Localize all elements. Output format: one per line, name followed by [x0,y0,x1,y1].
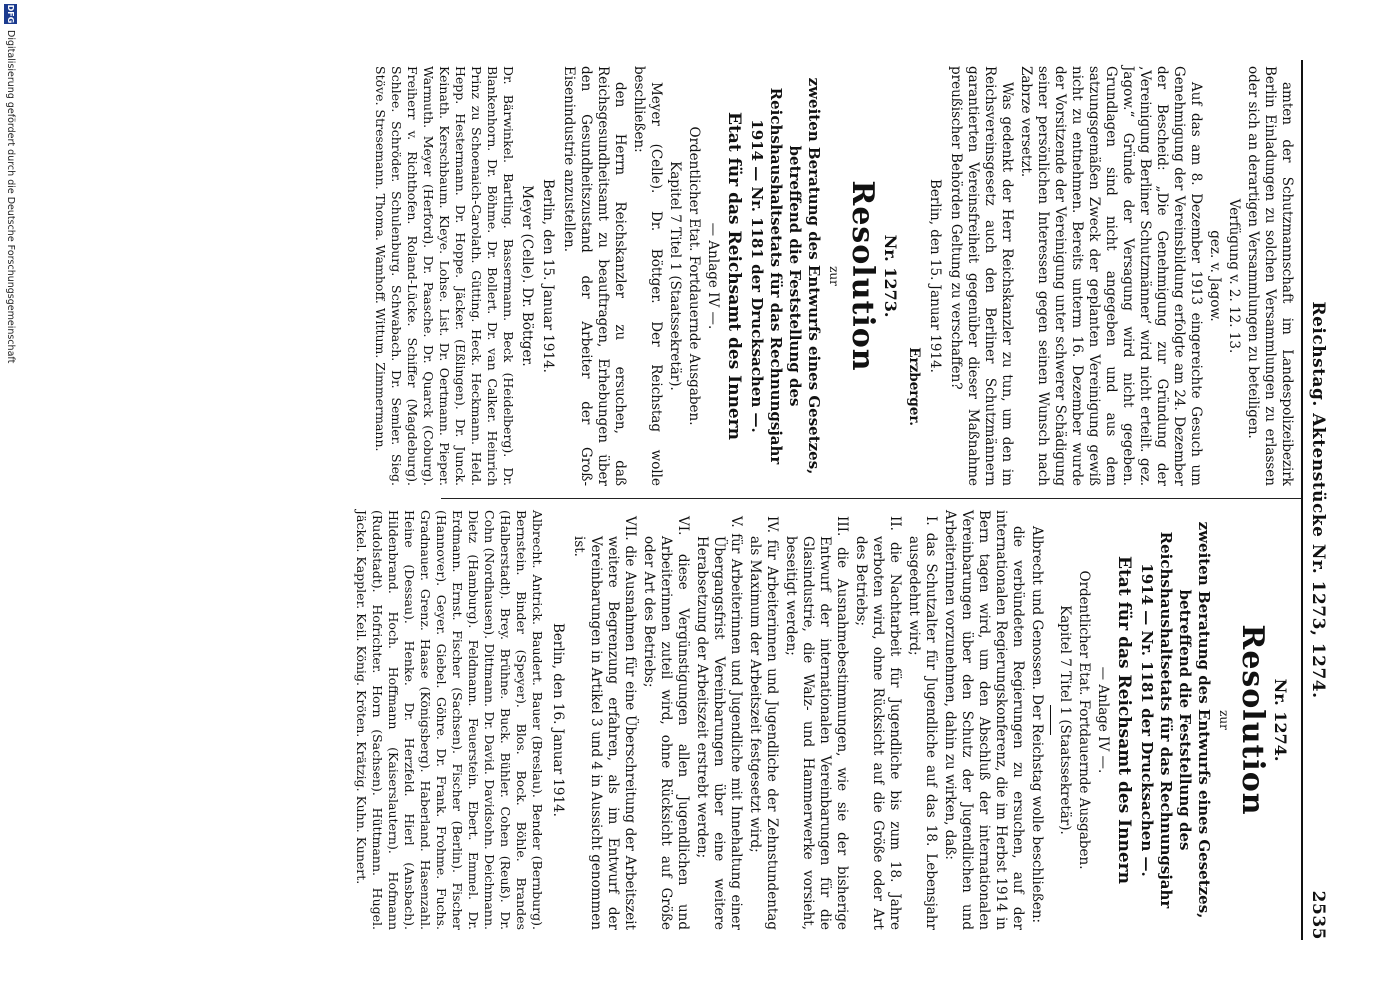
zur-line: zur [1217,710,1231,730]
signer-1: Erzberger. [906,347,922,426]
list-item: IV. für Arbeiterinnen und Jugendliche der Zehnstundentag als Maximum der Arbeitszeit festgesetzt wird; [747,516,780,930]
footer-text: Digitalisierung gefördert durch die Deutsche Forschungsgemeinschaft [5,30,16,364]
paragraph-2: Auf das am 8. Dezember 1913 eingereichte Gesuch um Genehmigung der Vereinsbildung erfolgte am 24. Dezember der Bescheid: „Die Genehmigung zur Gründung der ‚Vereinigung Berliner Schutzmänner‘ wird nicht erteilt. gez. Jagow.“ Gründe der Versagung wird nicht gegeben. Grundlagen sind nicht angegeben und aus dem satzungsgemäßen Zweck der geplanten Vereinigung gewiß nicht zu entnehmen. Bereits unterm 16. Dezember wurde der Vorsitzende der Vereinigung unter schwerer Schädigung seiner persönlichen Interessen gegen seinen Wunsch nach Zabrze versetzt. [1018,66,1204,486]
dfg-logo: DFG [6,4,15,24]
list-item: VI. diese Vergünstigungen allen Jugendlichen und Arbeiterinnen zuteil wird, ohne Rücksicht auf Größe oder Art des Betriebs; [641,516,691,930]
etat-heading: Etat für das Reichsamt des Innern [1114,556,1134,884]
gez-line: gez. v. Jagow. [1207,230,1223,322]
right-column [351,510,1295,930]
resolution-heading: Resolution [845,180,880,372]
etat-heading: Etat für das Reichsamt des Innern [724,112,744,440]
page-number: 2535 [1308,890,1328,940]
kapitel-line: Kapitel 7 Titel 1 (Staatssekretär). [667,161,683,391]
document-number-1273: Nr. 1273. [881,234,900,318]
signer-names-1273: Dr. Bärwinkel. Bartling. Bassermann. Beck (Heidelberg). Dr. Blankenhorn. Dr. Böhme. Dr. Bollert. Dr. van Calker. Heinrich Prinz zu Schoenaich-Carolath. Gütting. Heck. Heckmann. Held. Hepp. Hestermann. Dr. Hoppe. Jäcker. (Eßlingen). Dr. Junck. Keinath. Kerschbaum. Kleye. Lohse. List. Dr. Oertmann. Pieper. Warmuth. Meyer (Herford). Dr. Paasche. Dr. Quarck (Coburg). Freiherr v. Richthofen. Roland-Lücke. Schiffer (Magdeburg). Schlee. Schröder. Schulenburg. Schwabach. Dr. Semler. Sieg. Stöve. Stresemann. Thoma. Wamhoff. Wittum. Zimmermann. [373,66,516,486]
zur-line: zur [827,266,841,286]
continued-paragraph: amten der Schutzmannschaft im Landespolizeibezirk Berlin Einladungen zu solchen Versammlungen zu erlassen oder sich an derartigen Versammlungen zu beteiligen. [1245,66,1295,486]
list-item: II. die Nachtarbeit für Jugendliche bis zum 18. Jahre verboten wird, ohne Rücksicht auf die Größe oder Art des Betriebs; [853,516,903,930]
paragraph-3: Was gedenkt der Herr Reichskanzler zu tun, um den im Reichsvereinsgesetz auch den Berliner Schutzmännern garantierten Vereinsfreiheit gegenüber dieser Maßnahme preußischer Behörden Geltung zu verschaffen? [948,66,1015,486]
list-item: I. das Schutzalter für Jugendliche auf das 18. Lebensjahr ausgedehnt wird; [906,516,939,930]
left-column [370,66,1295,486]
resolution-heading: Resolution [1235,624,1270,816]
resolution-body: die verbündeten Regierungen zu ersuchen, auf der internationalen Regierungskonferenz, die im Herbst 1914 in Bern tagen wird, um den Abschluß der internationalen Vereinbarungen über den Schutz der Jugendlichen und Arbeiterinnen vorzunehmen, dahin zu wirken, daß: [942,510,1026,930]
anlage-line: — Anlage IV —. [705,222,721,330]
resolution-title: zweiten Beratung des Entwurfs eines Gesetzes, betreffend die Feststellung des Reichshaushaltsetats für das Rechnungsjahr 1914 — Nr. 1181 der Drucksachen —. [1138,521,1213,919]
date-line-2: Berlin, den 15. Januar 1914. [540,179,556,373]
date-line: Berlin, den 16. Januar 1914. [550,623,566,817]
anlage-line: — Anlage IV —. [1095,666,1111,774]
list-item: V. für Arbeiterinnen und Jugendliche mit Innehaltung einer Übergangsfrist Vereinbarungen über eine weitere Herabsetzung der Arbeitszeit erstrebt werden; [694,516,744,930]
intro-line: Meyer (Celle). Dr. Böttger. Der Reichstag wolle beschließen: [631,66,664,486]
list-item: III. die Ausnahmebestimmungen, wie sie der bisherige Entwurf der internationalen Vereinbarungen für die Glasindustrie, die Walz- und Hammerwerke vorsieht, beseitigt werden; [783,516,850,930]
column-divider [441,498,1301,499]
document-number-1274: Nr. 1274. [1271,678,1290,762]
list-item: VII. die Ausnahmen für eine Überschreitung der Arbeitszeit weitere Begrenzung erfahren, als im Entwurf der Vereinbarungen in Artikel 3 und 4 in Aussicht genommen ist. [571,516,638,930]
ordentlicher-line: Ordentlicher Etat. Fortdauernde Ausgaben. [686,126,702,426]
short-rule [1050,705,1051,735]
signers-head: Meyer (Celle). Dr. Böttger. [519,185,535,367]
footer [0,0,20,1000]
signer-names-1274: Albrecht. Antrick. Baudert. Bauer (Breslau). Bender (Bernburg). Bernstein. Binder (Speyer). Blos. Bock. Böhle. Brandes (Halberstadt). Brey. Brühne. Buck. Bühler. Cohen (Reuß). Dr. Cohn (Nordhausen). Dittmann. Dr. David. Davidsohn. Deichmann. Dietz (Hamburg). Feldmann. Feuerstein. Ebert. Emmel. Dr. Erdmann. Ernst. Fischer (Sachsen). Fischer (Berlin). Fischer (Hannover). Geyer. Giebel. Göhre. Dr. Frank. Frohme. Fuchs. Gradnauer. Grenz. Haase (Königsberg). Haberland. Hasenzahl. Heine (Dessau). Henke. Dr. Herzfeld. Hierl (Ansbach). Hildenbrand. Hoch. Hoffmann (Kaiserslautern). Hofmann (Rudolstadt). Hofrichter. Horn (Sachsen). Hüttmann. Hugel. Jäckel. Kappler. Keil. König. Kröten. Krätzig. Kuhn. Kunert. [354,510,545,930]
ordentlicher-line: Ordentlicher Etat. Fortdauernde Ausgaben. [1076,570,1092,870]
verfuegung-line: Verfügung v. 2. 12. 13. [1226,198,1242,354]
resolution-title: zweiten Beratung des Entwurfs eines Gesetzes, betreffend die Feststellung des Reichshaushaltsetats für das Rechnungsjahr 1914 — Nr. 1181 der Drucksachen —. [748,77,823,475]
resolution-body: den Herrn Reichskanzler zu ersuchen, daß Reichsgesundheitsamt zu beauftragen, Erhebungen über den Gesundheitszustand der Arbeiter der Groß-Eisenindustrie anzustellen. [561,66,628,486]
running-title: Reichstag. Aktenstücke Nr. 1273, 1274. [1308,301,1328,699]
header-rule [1301,60,1303,940]
intro-line: Albrecht und Genossen. Der Reichstag wolle beschließen: [1029,526,1045,924]
kapitel-line: Kapitel 7 Titel 1 (Staatssekretär). [1057,605,1073,835]
date-line-1: Berlin, den 15. Januar 1914. [927,179,943,373]
page-header [1304,60,1328,940]
